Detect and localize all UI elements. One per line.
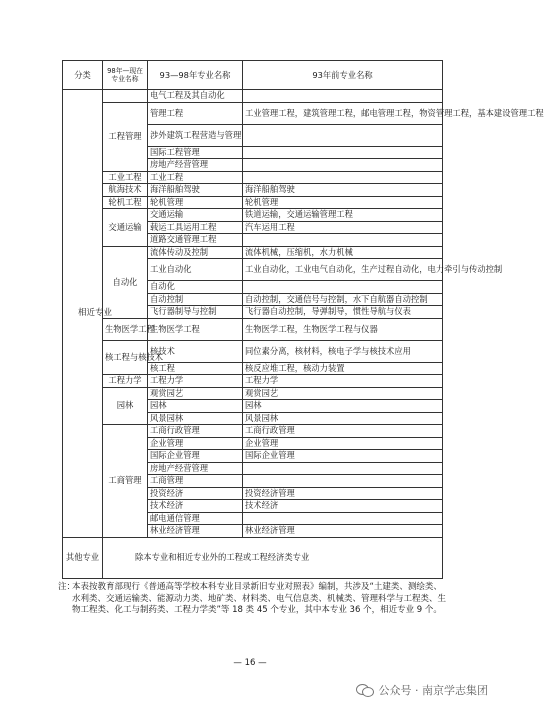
table-cell: 林业经济管理 (243, 525, 443, 538)
table-cell (103, 90, 148, 103)
table-cell: 管理工程 (148, 102, 243, 124)
table-cell: 投资经济管理 (243, 487, 443, 500)
watermark (356, 682, 489, 698)
table-cell: 流体机械，压缩机，水力机械 (243, 246, 443, 259)
table-row (63, 387, 443, 400)
table-cell: 核工程 (148, 362, 243, 375)
table-cell: 工业自动化 (148, 259, 243, 281)
table-cell: 汽车运用工程 (243, 221, 443, 234)
category-related-cell: 相近专业 (63, 90, 103, 538)
group-cell: 交通运输 (103, 209, 148, 247)
table-cell: 国际企业管理 (243, 450, 443, 463)
footnote (58, 582, 447, 617)
header-category: 分类 (63, 61, 103, 90)
group-cell: 核工程与核技术 (103, 340, 148, 375)
table-cell: 投资经济 (148, 487, 243, 500)
table-row (63, 246, 443, 259)
table-cell: 观赏园艺 (243, 387, 443, 400)
table-cell: 风景园林 (243, 412, 443, 425)
table-cell: 交通运输 (148, 209, 243, 222)
group-cell: 工程力学 (103, 375, 148, 388)
group-cell: 园林 (103, 387, 148, 425)
table-cell: 工商行政管理 (148, 425, 243, 438)
table-cell: 飞行器制导与控制 (148, 306, 243, 319)
group-cell: 生物医学工程 (103, 318, 148, 340)
table-cell: 技术经济 (243, 500, 443, 513)
table-row (63, 171, 443, 184)
group-cell: 轮机工程 (103, 196, 148, 209)
table-cell: 生物医学工程，生物医学工程与仪器 (243, 318, 443, 340)
page-number: — 16 — (233, 658, 267, 668)
table-cell: 海洋船舶驾驶 (243, 184, 443, 197)
group-cell: 工程管理 (103, 102, 148, 171)
table-row (63, 340, 443, 362)
table-cell: 流体传动及控制 (148, 246, 243, 259)
table-cell: 载运工具运用工程 (148, 221, 243, 234)
table-cell: 工程力学 (243, 375, 443, 388)
table-cell: 邮电通信管理 (148, 512, 243, 525)
table-cell: 电气工程及其自动化 (148, 90, 243, 103)
table-cell: 房地产经营管理 (148, 159, 243, 172)
table-cell: 工程力学 (148, 375, 243, 388)
group-cell: 自动化 (103, 246, 148, 318)
table-cell: 海洋船舶驾驶 (148, 184, 243, 197)
table-cell (243, 475, 443, 488)
table-cell: 房地产经营管理 (148, 462, 243, 475)
table-cell: 企业管理 (243, 437, 443, 450)
table-cell: 林业经济管理 (148, 525, 243, 538)
table-cell: 观赏园艺 (148, 387, 243, 400)
table-cell (243, 234, 443, 247)
table-cell (243, 159, 443, 172)
header-current-major: 98年—现在专业名称 (103, 61, 148, 90)
table-cell: 同位素分离，核材料，核电子学与核技术应用 (243, 340, 443, 362)
table-row (63, 425, 443, 438)
table-cell: 工业管理工程，建筑管理工程，邮电管理工程，物资管理工程，基本建设管理工程 (243, 102, 443, 124)
other-description-cell (103, 537, 443, 578)
table-row (63, 196, 443, 209)
table-cell: 园林 (148, 400, 243, 413)
table-cell (243, 146, 443, 159)
table-cell: 国际工程管理 (148, 146, 243, 159)
table-cell: 自动控制，交通信号与控制，水下自航器自动控制 (243, 293, 443, 306)
group-cell: 工商管理 (103, 425, 148, 538)
other-description-text: 除本专业和相近专业外的工程或工程经济类专业 (135, 552, 310, 563)
wechat-icon (356, 683, 374, 697)
table-row (63, 375, 443, 388)
group-cell: 工业工程 (103, 171, 148, 184)
table-cell: 工业工程 (148, 171, 243, 184)
header-93-98-major: 93—98年专业名称 (148, 61, 243, 90)
table-cell: 铁道运输，交通运输管理工程 (243, 209, 443, 222)
footnote-label: 注： (58, 582, 76, 592)
table-cell: 企业管理 (148, 437, 243, 450)
table-cell: 工业自动化，工业电气自动化，生产过程自动化，电力牵引与传动控制 (243, 259, 443, 281)
table-cell: 风景园林 (148, 412, 243, 425)
table-cell (243, 90, 443, 103)
table-cell: 飞行器自动控制，导弹制导，惯性导航与仪表 (243, 306, 443, 319)
table-cell (243, 171, 443, 184)
table-cell: 核技术 (148, 340, 243, 362)
watermark-text: 公众号 · 南京学志集团 (378, 684, 488, 697)
table-cell: 道路交通管理工程 (148, 234, 243, 247)
category-other-cell: 其他专业 (63, 537, 103, 578)
table-cell (243, 462, 443, 475)
table-cell: 国际企业管理 (148, 450, 243, 463)
table-cell: 技术经济 (148, 500, 243, 513)
table-cell: 涉外建筑工程营造与管理 (148, 124, 243, 146)
table-row (63, 318, 443, 340)
table-row (63, 102, 443, 124)
table-cell (243, 124, 443, 146)
table-row (63, 90, 443, 103)
table-row (63, 209, 443, 222)
table-header-row (63, 61, 443, 90)
table-cell: 轮机管理 (243, 196, 443, 209)
table-cell: 工商管理 (148, 475, 243, 488)
table-cell: 轮机管理 (148, 196, 243, 209)
table-cell (243, 512, 443, 525)
table-cell: 自动控制 (148, 293, 243, 306)
major-comparison-table (62, 60, 544, 579)
header-pre-93-major: 93年前专业名称 (243, 61, 443, 90)
table-cell (243, 281, 443, 294)
table-cell: 园林 (243, 400, 443, 413)
table-cell: 生物医学工程 (148, 318, 243, 340)
group-cell: 航海技术 (103, 184, 148, 197)
table-row (63, 184, 443, 197)
footnote-text: 本表按教育部现行《普通高等学校本科专业目录新旧专业对照表》编制，共涉及“土建类、测绘类、水利类、交通运输类、能源动力类、地矿类、材料类、电气信息类、机械类、管理科学与工程类、生物工程类、化工与制药类、工程力学类”等 18 类 45 个专业，其中本专业 36 个，相近专业 9 个。 (72, 582, 447, 616)
table-cell: 工商行政管理 (243, 425, 443, 438)
table-cell: 核反应堆工程，核动力装置 (243, 362, 443, 375)
table-cell: 自动化 (148, 281, 243, 294)
table-row-other (63, 537, 443, 578)
